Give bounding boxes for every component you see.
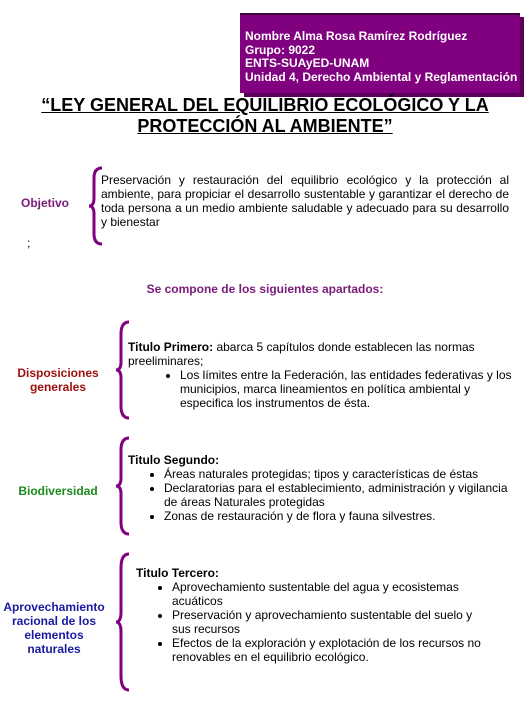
objective-text: Preservación y restauración del equilibrio ecológico y la protección al ambiente, para propiciar el desarrollo sustentable y garantizar el derecho de toda persona a un medio ambiente saludable y adecuado para su desarrollo y bienestar <box>101 173 509 229</box>
stray-mark: ; <box>27 236 31 250</box>
bullet-list <box>128 467 508 523</box>
section-label-biodiversidad: Biodiversidad <box>18 484 98 498</box>
section-heading <box>128 453 508 467</box>
document-title <box>0 95 530 137</box>
list-item: • Aprovechamiento sustentable del agua y ecosistemas acuáticos <box>172 580 486 608</box>
label-line: elementos <box>24 628 84 642</box>
section-body-3 <box>136 566 486 664</box>
label-line: Disposiciones <box>17 366 99 380</box>
heading-rest: abarca 5 capítulos donde establecen las normas preeliminares; <box>128 340 475 368</box>
list-item: • Preservación y aprovechamiento sustentable del suelo y sus recursos <box>172 608 486 636</box>
label-line: racional de los <box>11 614 97 628</box>
label-line: Aprovechamiento <box>3 600 105 614</box>
objective-label: Objetivo <box>20 196 69 210</box>
section-heading <box>136 566 486 580</box>
section-heading <box>128 340 513 368</box>
heading-bold: Titulo Primero: <box>128 340 214 354</box>
list-item: • Áreas naturales protegidas; tipos y características de éstas <box>164 467 508 481</box>
list-item: • Zonas de restauración y de flora y fauna silvestres. <box>164 509 508 523</box>
section-body-2 <box>128 453 508 523</box>
title-line-2: PROTECCIÓN AL AMBIENTE” <box>137 116 393 136</box>
title-line-1: “LEY GENERAL DEL EQUILIBRIO ECOLÓGICO Y LA <box>41 95 489 115</box>
group: Grupo: 9022 <box>245 42 316 57</box>
institution: ENTS-SUAyED-UNAM <box>245 56 370 70</box>
section-body-1 <box>128 340 513 410</box>
heading-bold: Titulo Segundo: <box>128 453 220 467</box>
unit: Unidad 4, Derecho Ambiental y Reglamentación <box>245 69 518 84</box>
author-name: Nombre Alma Rosa Ramírez Rodríguez <box>245 29 468 43</box>
section-label-disposiciones <box>4 366 112 394</box>
heading-bold: Titulo Tercero: <box>136 566 219 580</box>
list-item: • Efectos de la exploración y explotación de los recursos no renovables en el equilibrio ecológico. <box>172 636 486 664</box>
section-label-aprovechamiento <box>0 600 108 656</box>
bullet-list <box>136 580 486 664</box>
list-item: • Declaratorias para el establecimiento, administración y vigilancia de áreas Naturales protegidas <box>164 481 508 509</box>
list-item: • Los límites entre la Federación, las entidades federativas y los municipios, marca lineamientos en política ambiental y especifica los instrumentos de ésta. <box>180 368 513 410</box>
author-info-box <box>240 13 520 93</box>
sections-intro: Se compone de los siguientes apartados: <box>146 282 384 296</box>
bullet-list <box>128 368 513 410</box>
label-line: generales <box>29 380 87 394</box>
aprovechamiento-brace <box>115 552 131 692</box>
label-line: naturales <box>27 642 81 656</box>
